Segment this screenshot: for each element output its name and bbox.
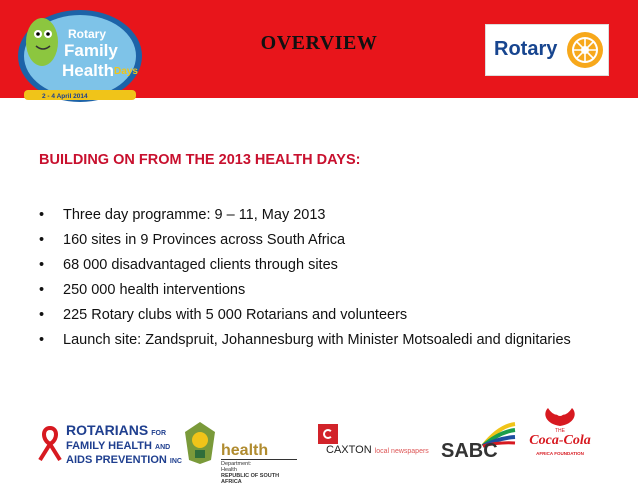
list-item: • 68 000 disadvantaged clients through sites — [39, 255, 604, 276]
rotary-logo-text: Rotary — [494, 38, 558, 60]
sponsor-logos — [0, 400, 638, 485]
svg-text:Rotary: Rotary — [68, 27, 107, 41]
aids-ribbon-icon — [38, 426, 62, 462]
svg-text:Health: Health — [62, 61, 114, 80]
coca-cola-foundation-logo: THE Coca-Cola AFRICA FOUNDATION — [528, 404, 592, 466]
list-item: • 250 000 health interventions — [39, 280, 604, 301]
rfha-logo: ROTARIANS FOR FAMILY HEALTH AND AIDS PREVENTION INC — [38, 422, 178, 466]
list-item: • Launch site: Zandspruit, Johannesburg with Minister Motsoaledi and dignitaries — [39, 330, 604, 351]
sabc-logo: SABC — [441, 418, 521, 466]
coca-cola-emblem-icon — [540, 404, 580, 428]
caxton-logo: CAXTON local newspapers — [316, 422, 434, 462]
coat-of-arms-icon — [183, 420, 217, 466]
divider — [221, 459, 297, 460]
svg-text:Family: Family — [64, 41, 118, 60]
list-item: • 160 sites in 9 Provinces across South Africa — [39, 230, 604, 251]
bullet-list — [39, 205, 604, 355]
rotary-logo — [485, 24, 609, 76]
list-item: • Three day programme: 9 – 11, May 2013 — [39, 205, 604, 226]
page-title: OVERVIEW — [260, 32, 378, 54]
health-department-logo: health Department: Health REPUBLIC OF SOUTH AFRICA — [183, 418, 301, 472]
section-subheading: BUILDING ON FROM THE 2013 HEALTH DAYS: — [39, 152, 361, 168]
list-item: • 225 Rotary clubs with 5 000 Rotarians and volunteers — [39, 305, 604, 326]
caxton-mark-icon — [318, 424, 338, 444]
svg-text:Days: Days — [114, 66, 138, 77]
rotary-wheel-icon — [565, 30, 605, 70]
svg-text:2 - 4 April 2014: 2 - 4 April 2014 — [42, 93, 88, 100]
